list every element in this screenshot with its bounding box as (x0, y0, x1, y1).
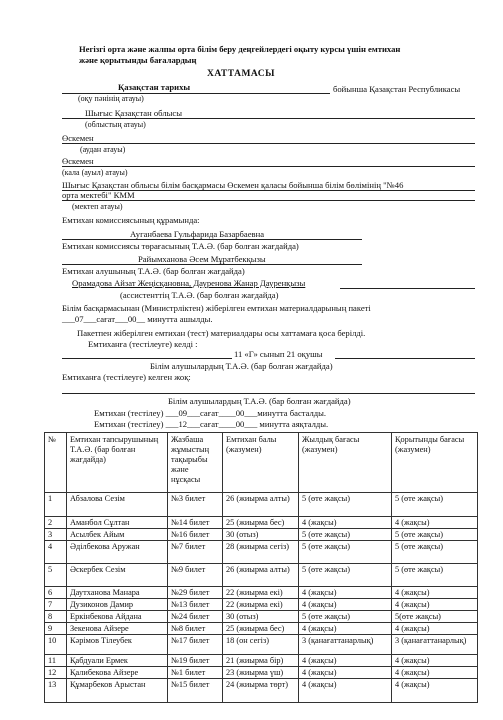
row-ticket: №1 билет (168, 667, 223, 679)
table-row (45, 517, 478, 529)
row-student-name: Аманбол Сұлтан (67, 517, 168, 529)
table-row (45, 611, 478, 623)
package-opened: ___07___сағат___00__ минутта ашылды. (62, 314, 213, 324)
row-number: 13 (45, 679, 67, 703)
row-ticket: №19 билет (168, 655, 223, 667)
row-annual-grade: 5 (өте жақсы) (299, 529, 392, 541)
row-score: 25 (жиырма бес) (223, 517, 299, 529)
header-name: Емтихан тапсырушының Т.А.Ә. (бар болған жағдайда) (67, 433, 168, 493)
row-final-grade: 5 (өте жақсы) (392, 529, 478, 541)
row-final-grade: 5 (өте жақсы) (392, 493, 478, 517)
header-number: № (45, 433, 67, 493)
row-student-name: Әскербек Сезім (67, 564, 168, 587)
row-annual-grade: 5 (өте жақсы) (299, 564, 392, 587)
commission-heading: Емтихан комиссиясының құрамында: (62, 215, 200, 225)
row-score: 22 (жиырма екі) (223, 599, 299, 611)
subject-value: Қазақстан тарихы (118, 82, 191, 92)
chair-underline (62, 239, 362, 240)
row-score: 24 (жиырма төрт) (223, 679, 299, 703)
table-row (45, 587, 478, 599)
region-caption: (облыстың атауы) (85, 120, 146, 129)
row-final-grade: 5(өте жақсы) (392, 611, 478, 623)
subject-suffix: бойынша Қазақстан Республикасы (333, 84, 461, 94)
absent-label: Емтиханға (тестілеуге) келген жоқ: (62, 372, 191, 382)
row-student-name: Дузиконов Дамир (67, 599, 168, 611)
results-table (44, 432, 478, 703)
table-row (45, 541, 478, 564)
row-ticket: №14 билет (168, 517, 223, 529)
row-ticket: №15 билет (168, 679, 223, 703)
table-row (45, 635, 478, 655)
table-row (45, 623, 478, 635)
row-number: 7 (45, 599, 67, 611)
row-student-name: Кәрімов Тілеубек (67, 635, 168, 655)
students-class: 11 «Г» сынып 21 оқушы (234, 349, 323, 359)
absent-caption: Білім алушылардың Т.А.Ә. (бар болған жағдайда) (168, 396, 351, 406)
students-line-right (335, 358, 475, 359)
row-ticket: №9 билет (168, 564, 223, 587)
package-included: Пакетпен жіберілген емтихан (тест) материалдары осы хаттамаға қоса берілді. (77, 328, 366, 338)
row-student-name: Әділбекова Аружан (67, 541, 168, 564)
assistants-caption: (ассистенттің Т.А.Ә. (бар болған жағдайда) (120, 290, 279, 300)
row-score: 30 (отыз) (223, 529, 299, 541)
table-row (45, 599, 478, 611)
row-number: 2 (45, 517, 67, 529)
row-score: 18 (он сегіз) (223, 635, 299, 655)
row-student-name: Еркінбекова Айдана (67, 611, 168, 623)
exam-end: Емтихан (тестілеу) ___12___сағат____00___ минутта аяқталды. (94, 419, 329, 429)
table-row (45, 529, 478, 541)
doc-protocol-heading: ХАТТАМАСЫ (207, 69, 275, 79)
row-annual-grade: 4 (жақсы) (299, 517, 392, 529)
row-final-grade: 4 (жақсы) (392, 667, 478, 679)
row-number: 1 (45, 493, 67, 517)
row-number: 5 (45, 564, 67, 587)
examiner-underline (62, 264, 362, 265)
row-final-grade: 4 (жақсы) (392, 517, 478, 529)
row-score: 28 (жиырма сегіз) (223, 541, 299, 564)
row-student-name: Даутханова Манара (67, 587, 168, 599)
row-annual-grade: 4 (жақсы) (299, 667, 392, 679)
row-annual-grade: 5 (өте жақсы) (299, 541, 392, 564)
city-underline (62, 166, 475, 167)
doc-title-line2: және қорытынды бағалардың (79, 55, 197, 65)
row-score: 30 (отыз) (223, 611, 299, 623)
row-annual-grade: 3 (қанағаттанарлық) (299, 635, 392, 655)
row-annual-grade: 4 (жақсы) (299, 655, 392, 667)
row-score: 26 (жиырма алты) (223, 493, 299, 517)
row-score: 25 (жиырма бес) (223, 623, 299, 635)
row-student-name: Абзалова Сезім (67, 493, 168, 517)
subject-caption: (оқу пәнінің атауы) (78, 94, 144, 103)
header-score: Емтихан балы (жазумен) (223, 433, 299, 493)
row-final-grade: 4 (жақсы) (392, 599, 478, 611)
row-final-grade: 4 (жақсы) (392, 679, 478, 703)
row-number: 4 (45, 541, 67, 564)
header-final: Қорытынды бағасы (жазумен) (392, 433, 478, 493)
exam-start: Емтихан (тестілеу) ___09___сағат____00___минутта басталды. (94, 408, 327, 418)
region-underline (62, 118, 475, 119)
package-arrived: Емтиханға (тестілеуге) келді : (88, 339, 198, 349)
row-number: 12 (45, 667, 67, 679)
row-ticket: №3 билет (168, 493, 223, 517)
school-value-line2: орта мектебі" КММ (62, 190, 135, 200)
school-caption: (мектеп атауы) (72, 202, 123, 211)
row-number: 3 (45, 529, 67, 541)
commission-chair-name: Ауганбаева Гульфарида Базарбаевна (130, 229, 265, 239)
row-ticket: №16 билет (168, 529, 223, 541)
row-ticket: №7 билет (168, 541, 223, 564)
city-value: Өскемен (62, 156, 94, 166)
row-student-name: Асылбек Айым (67, 529, 168, 541)
row-final-grade: 4 (жақсы) (392, 623, 478, 635)
package-line1: Білім басқармасынан (Министрліктен) жіберілген емтихан материалдарының пакеті (62, 303, 371, 313)
district-caption: (аудан атауы) (80, 145, 126, 154)
row-number: 10 (45, 635, 67, 655)
row-annual-grade: 4 (жақсы) (299, 599, 392, 611)
school-value-line1: Шығыс Қазақстан облысы білім басқармасы Өскемен қаласы бойынша білім бөлімінің "№46 (62, 180, 404, 190)
row-annual-grade: 4 (жақсы) (299, 679, 392, 703)
header-ticket: Жазбаша жұмыстың тақырыбы және нұсқасы (168, 433, 223, 493)
city-caption: (кала (ауыл) атауы) (62, 168, 128, 177)
row-annual-grade: 5 (өте жақсы) (299, 611, 392, 623)
row-score: 26 (жиырма алты) (223, 564, 299, 587)
row-final-grade: 4 (жақсы) (392, 655, 478, 667)
school-underline-2 (62, 200, 475, 201)
row-final-grade: 4 (жақсы) (392, 587, 478, 599)
table-row (45, 667, 478, 679)
row-score: 23 (жиырма үш) (223, 667, 299, 679)
row-ticket: №29 билет (168, 587, 223, 599)
examiner-name: Райымханова Әсем Мұратбекқызы (138, 254, 266, 264)
table-row (45, 679, 478, 703)
row-number: 9 (45, 623, 67, 635)
district-value: Өскемен (62, 133, 94, 143)
row-student-name: Құмарбеков Арыстан (67, 679, 168, 703)
doc-title-line1: Негізгі орта және жалпы орта білім беру деңгейлердегі оқыту курсы үшін емтихан (79, 44, 401, 54)
row-score: 22 (жиырма екі) (223, 587, 299, 599)
district-underline (62, 143, 475, 144)
row-final-grade: 5 (өте жақсы) (392, 564, 478, 587)
row-number: 8 (45, 611, 67, 623)
row-number: 11 (45, 655, 67, 667)
students-caption: Білім алушылардың Т.А.Ә. (бар болған жағдайда) (150, 361, 333, 371)
row-score: 21 (жиырма бір) (223, 655, 299, 667)
assistants-names: Орамадова Айзат Жеңісқановна, Дауренова Жанар Дауренқызы (72, 278, 306, 288)
absent-underline (62, 393, 475, 394)
examiner-caption: Емтихан алушының Т.А.Ә. (бар болған жағдайда) (62, 266, 245, 276)
row-ticket: №8 билет (168, 623, 223, 635)
row-annual-grade: 4 (жақсы) (299, 587, 392, 599)
students-line-left (62, 358, 232, 359)
region-value: Шығыс Қазақстан облысы (85, 108, 182, 118)
header-annual: Жылдық бағасы (жазумен) (299, 433, 392, 493)
row-final-grade: 5 (өте жақсы) (392, 541, 478, 564)
chair-caption: Емтихан комиссиясы төрағасының Т.А.Ә. (бар болған жағдайда) (62, 241, 299, 251)
row-student-name: Қабдуали Ермек (67, 655, 168, 667)
row-annual-grade: 5 (өте жақсы) (299, 493, 392, 517)
table-row (45, 564, 478, 587)
row-ticket: №13 билет (168, 599, 223, 611)
row-ticket: №24 билет (168, 611, 223, 623)
table-header-row (45, 433, 478, 493)
table-row (45, 655, 478, 667)
row-student-name: Зекенова Айзере (67, 623, 168, 635)
table-row (45, 493, 478, 517)
row-number: 6 (45, 587, 67, 599)
row-annual-grade: 4 (жақсы) (299, 623, 392, 635)
row-ticket: №17 билет (168, 635, 223, 655)
assistants-underline (340, 288, 475, 289)
row-student-name: Қалибекова Айзере (67, 667, 168, 679)
row-final-grade: 3 (қанағаттанарлық) (392, 635, 478, 655)
